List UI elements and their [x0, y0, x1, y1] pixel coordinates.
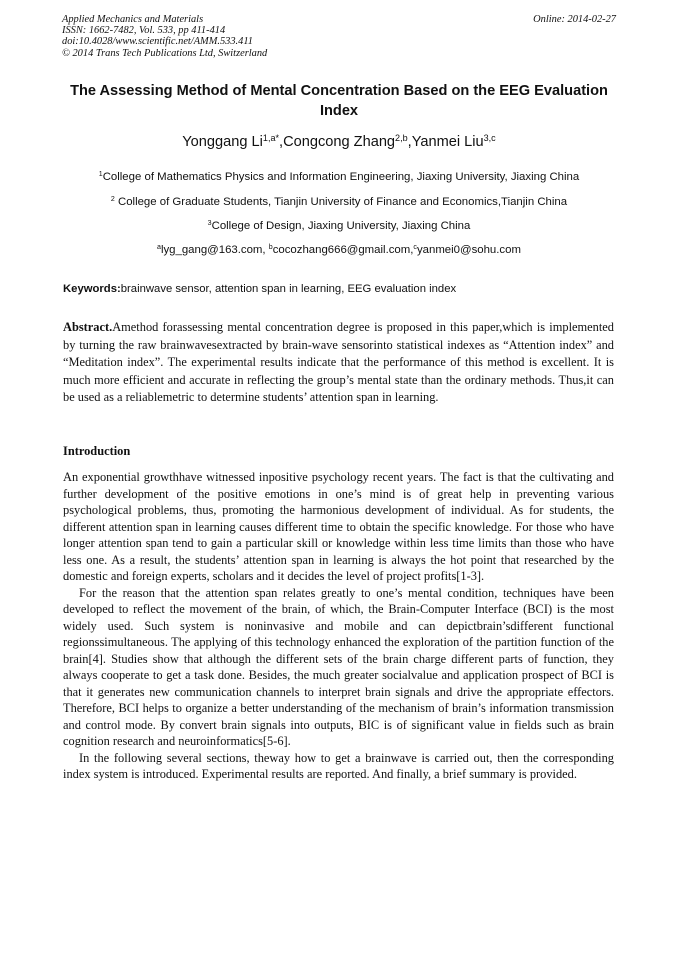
paragraph: For the reason that the attention span relates greatly to one’s mental condition, techniques have been developed to reflect the movement of the brain, of which, the Brain-Computer Interface (BCI) is the most widely used. Such system is noninvasive and mobile and can depictbrain’sdifferent functional regionssimultaneous. The applying of this technology enhanced the exploration of the partition function of the brain[4]. Studies show that although the different sets of the brain charge different parts of function, they always cooperate to get a task done. Besides, the much greater socialvalue and application prospect of BCI is that it generates new communication channels to interpret brain signals and drive the appropriate effectors. Therefore, BCI helps to organize a better understanding of the mechanism of brain’s information transmission and control mode. By convert brain signals into outputs, BIC is of significant value in fields such as brain cognition research and neuroinformatics[5-6]. — [63, 585, 614, 748]
keywords-text: brainwave sensor, attention span in learning, EEG evaluation index — [120, 283, 457, 295]
online-date: Online: 2014-02-27 — [533, 14, 616, 25]
journal-name: Applied Mechanics and Materials — [62, 14, 204, 25]
introduction-body — [63, 469, 614, 783]
email-marker: b — [268, 244, 273, 252]
abstract — [63, 319, 614, 407]
paper-title: The Assessing Method of Mental Concentration Based on the EEG Evaluation Index — [70, 83, 608, 119]
abstract-text: Amethod forassessing mental concentration degree is proposed in this paper,which is implemented by turning the raw brainwavesextracted by brain-wave sensorinto statistical indexes as “Attention index” and “Meditation index”. The experimental results indicate that the performance of this method is excellent. It is much more efficient and accurate in reflecting the group’s mental state than the ordinary methods. Thus,it can be used as a reliablemetric to determine students’ attention span in learning. — [63, 320, 614, 405]
doi-line: doi:10.4028/www.scientific.net/AMM.533.411 — [62, 36, 253, 48]
email-address: cocozhang666@gmail.com, — [272, 244, 414, 256]
keywords — [63, 283, 615, 295]
author-list — [40, 134, 638, 150]
journal-header — [62, 14, 616, 59]
issn-line: ISSN: 1662-7482, Vol. 533, pp 411-414 — [62, 25, 226, 37]
copyright-line: © 2014 Trans Tech Publications Ltd, Switzerland — [62, 47, 268, 59]
paragraph: An exponential growthhave witnessed inpositive psychology recent years. The fact is that the cultivating and further development of the positive emotions in one’s mind is of great help in preventing various psychological problems, thus, promoting the harmonious development of individual. As for students, the different attention span in learning causes different time to obtain the specific knowledge. For those who have longer attention span tend to gain a particular skill or knowledge within less time limits than those who have less one. As a result, the students’ attention span in learning is always the hot point that researched by the domestic and foreign experts, scholars and it decides the level of project profits[1-3]. — [63, 470, 614, 583]
author-name: Yonggang Li — [182, 134, 263, 150]
affiliation-text: College of Design, Jiaxing University, Jiaxing China — [211, 220, 471, 232]
author-separator: , — [279, 134, 284, 150]
affiliation-text: College of Graduate Students, Tianjin University of Finance and Economics,Tianjin China — [114, 196, 568, 208]
email-line — [40, 244, 638, 256]
author-name: Congcong Zhang — [283, 134, 396, 150]
author-separator: , — [407, 134, 412, 150]
author-superscript: 1,a* — [262, 133, 280, 144]
abstract-label: Abstract. — [63, 320, 113, 334]
email-marker: c — [413, 244, 417, 252]
author-superscript: 2,b — [395, 133, 408, 144]
affiliation-text: College of Mathematics Physics and Information Engineering, Jiaxing University, Jiaxing China — [102, 171, 580, 183]
affiliation-marker: 3 — [207, 220, 212, 228]
author-superscript: 3,c — [483, 133, 496, 144]
author-name: Yanmei Liu — [411, 134, 484, 150]
section-heading-introduction: Introduction — [63, 444, 131, 458]
affiliation-marker: 1 — [98, 171, 103, 179]
email-address: yanmei0@sohu.com — [416, 244, 521, 256]
affiliation-marker: 2 — [110, 196, 115, 204]
paragraph: In the following several sections, theway how to get a brainwave is carried out, then the corresponding index system is introduced. Experimental results are reported. And finally, a brief summary is provided. — [63, 750, 614, 781]
email-address: lyg_gang@163.com, — [160, 244, 269, 256]
affiliation-2 — [40, 196, 638, 208]
keywords-label: Keywords: — [63, 283, 121, 295]
affiliation-1 — [40, 171, 638, 183]
email-marker: a — [157, 244, 161, 252]
affiliation-3 — [40, 220, 638, 232]
